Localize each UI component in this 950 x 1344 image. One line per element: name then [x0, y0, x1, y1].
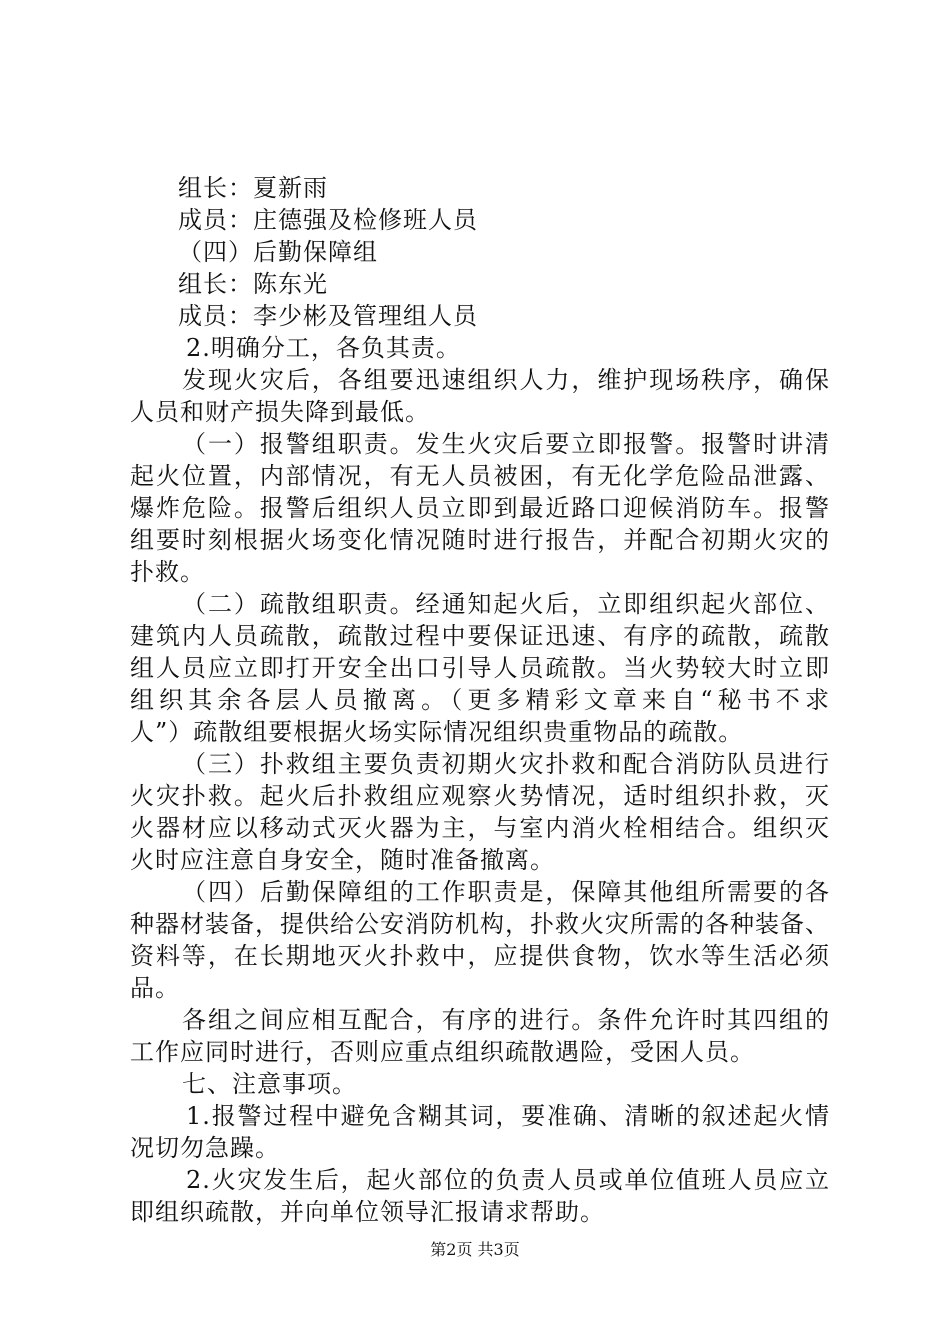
text-line: 各组之间应相互配合，有序的进行。条件允许时其四组的	[182, 1006, 830, 1034]
text-line: 组要时刻根据火场变化情况随时进行报告，并配合初期火灾的	[130, 526, 830, 554]
text-line: 成员：庄德强及检修班人员	[178, 206, 478, 234]
page-footer: 第2页 共3页	[430, 1240, 520, 1259]
text-line: 种器材装备，提供给公安消防机构，扑救火灾所需的各种装备、	[130, 910, 830, 938]
text-line: 组织其余各层人员撤离。（更多精彩文章来自“秘书不求	[130, 686, 830, 714]
text-line: 成员：李少彬及管理组人员	[178, 302, 478, 330]
text-line: 况切勿急躁。	[130, 1134, 280, 1162]
text-line: 2.明确分工，各负其责。	[186, 334, 461, 362]
text-line: 品。	[130, 974, 180, 1002]
text-line: （二）疏散组职责。经通知起火后，立即组织起火部位、	[182, 590, 830, 618]
text-line: （一）报警组职责。发生火灾后要立即报警。报警时讲清	[182, 430, 830, 458]
text-line: 组人员应立即打开安全出口引导人员疏散。当火势较大时立即	[130, 654, 830, 682]
text-line: 七、注意事项。	[182, 1070, 357, 1098]
text-line: 组长：陈东光	[178, 270, 328, 298]
text-line: 火器材应以移动式灭火器为主，与室内消火栓相结合。组织灭	[130, 814, 830, 842]
text-line: 火时应注意自身安全，随时准备撤离。	[130, 846, 555, 874]
text-line: 人员和财产损失降到最低。	[130, 398, 430, 426]
text-line: 资料等，在长期地灭火扑救中，应提供食物，饮水等生活必须	[130, 942, 830, 970]
text-line: （四）后勤保障组	[178, 238, 378, 266]
text-line: 即组织疏散，并向单位领导汇报请求帮助。	[130, 1198, 605, 1226]
text-line: 发现火灾后，各组要迅速组织人力，维护现场秩序，确保	[182, 366, 830, 394]
text-line: 2.火灾发生后，起火部位的负责人员或单位值班人员应立	[186, 1166, 830, 1194]
text-line: 人”）疏散组要根据火场实际情况组织贵重物品的疏散。	[130, 718, 744, 746]
text-line: 组长：夏新雨	[178, 174, 328, 202]
text-line: 1.报警过程中避免含糊其词，要准确、清晰的叙述起火情	[186, 1102, 830, 1130]
text-line: （四）后勤保障组的工作职责是，保障其他组所需要的各	[182, 878, 830, 906]
text-line: 工作应同时进行，否则应重点组织疏散遇险，受困人员。	[130, 1038, 755, 1066]
text-line: 扑救。	[130, 558, 205, 586]
text-line: 火灾扑救。起火后扑救组应观察火势情况，适时组织扑救，灭	[130, 782, 830, 810]
text-line: 爆炸危险。报警后组织人员立即到最近路口迎候消防车。报警	[130, 494, 830, 522]
text-line: 建筑内人员疏散，疏散过程中要保证迅速、有序的疏散，疏散	[130, 622, 830, 650]
text-line: （三）扑救组主要负责初期火灾扑救和配合消防队员进行	[182, 750, 830, 778]
document-body	[130, 172, 830, 1228]
text-line: 起火位置，内部情况，有无人员被困，有无化学危险品泄露、	[130, 462, 830, 490]
